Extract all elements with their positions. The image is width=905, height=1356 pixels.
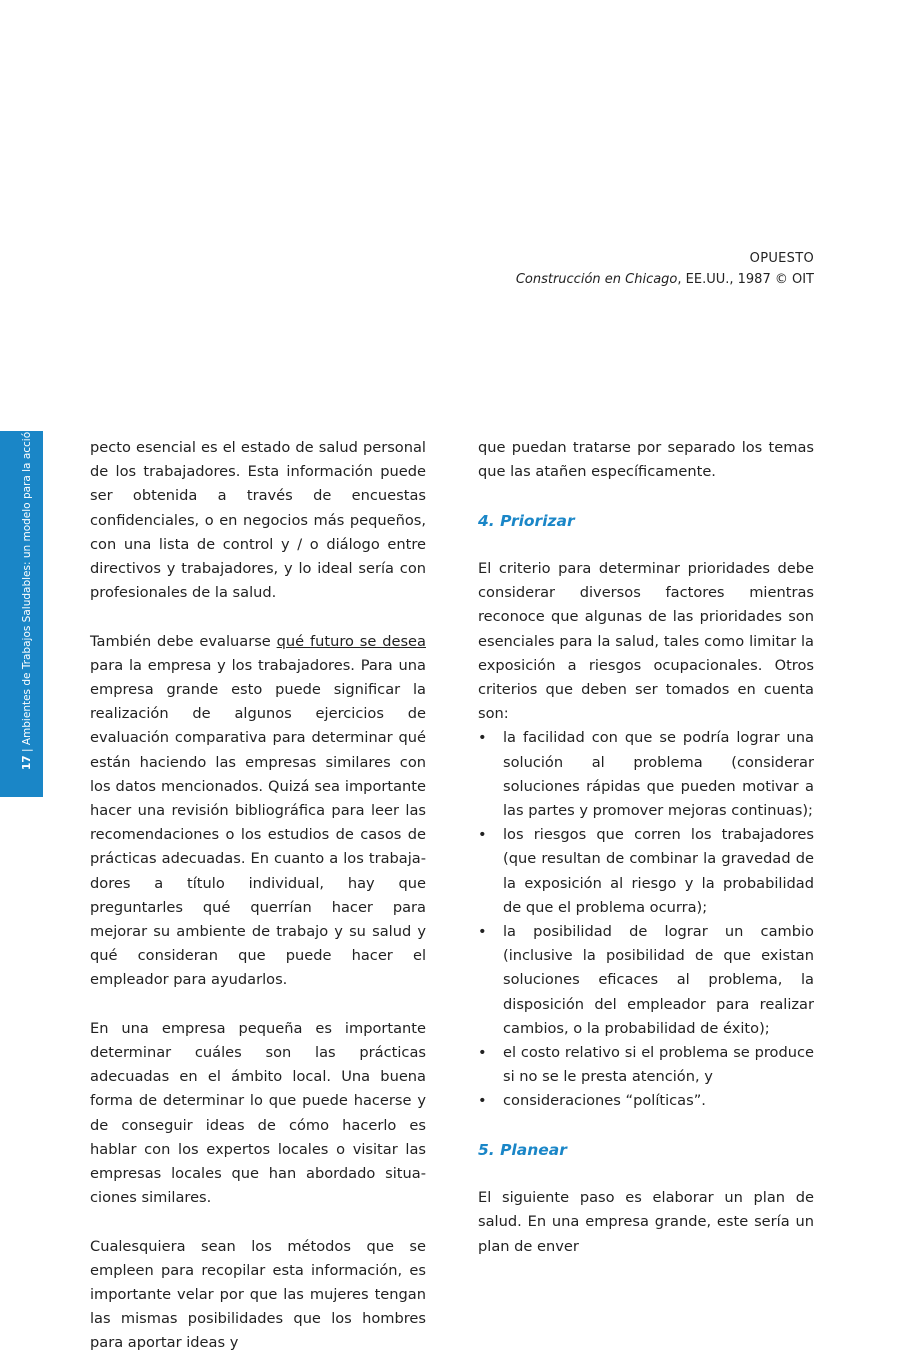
list-item-text: los riesgos que corren los trabajadores (que resultan de combinar la gravedad de la exposición al riesgo y la probabilidad de que el problema ocurra); (503, 826, 814, 916)
left-column (90, 436, 426, 1356)
running-title: Ambientes de Trabajos Saludables: un modelo para la acción (21, 425, 33, 746)
list-item (478, 1089, 814, 1113)
caption-source-title: Construcción en Chicago (515, 272, 678, 287)
side-tab-text (21, 425, 33, 770)
left-paragraph-3: En una empresa pequeña es importante determinar cuáles son las prácticas adecuadas en el ámbito local. Una buena forma de determinar lo que puede hacerse y de conseguir ideas de cómo hacerlo es hablar con los expertos locales o visitar las empresas locales que han abordado situaciones similares. (90, 1019, 426, 1207)
list-item (478, 823, 814, 920)
bullet-icon: • (478, 826, 487, 844)
right-paragraph-1: que puedan tratarse por separado los temas que las atañen específicamente. (478, 439, 814, 481)
left-paragraph-4: Cualesquiera sean los métodos que se empleen para recopilar esta información, es importante velar por que las mujeres tengan las mismas posibilidades que los hombres para aportar ideas y (90, 1237, 426, 1352)
bullet-icon: • (478, 729, 487, 747)
side-tab-separator: | (21, 748, 33, 753)
list-item-text: consideraciones “políticas”. (503, 1092, 706, 1110)
photo-caption (516, 248, 814, 290)
caption-label: OPUESTO (749, 251, 814, 266)
section-heading-priorizar: 4. Priorizar (478, 511, 575, 530)
criteria-list (478, 726, 814, 1113)
page-number: 17 (21, 755, 33, 770)
bullet-icon: • (478, 1044, 487, 1062)
right-paragraph-3: El siguiente paso es elaborar un plan de salud. En una empresa grande, este sería un plan de enver (478, 1189, 814, 1255)
caption-source-rest: , EE.UU., 1987 © OIT (677, 272, 814, 287)
left-paragraph-1: pecto esencial es el estado de salud personal de los trabajadores. Esta información puede ser obtenida a través de encuestas confidenciales, o en negocios más pequeños, con una lista de control y / o diálogo entre directivos y trabajadores, y lo ideal sería con profesionales de la salud. (90, 439, 426, 602)
list-item (478, 726, 814, 823)
left-paragraph-2-rest: para la empresa y los trabajadores. Para una empresa grande esto puede significar la realización de algunos ejercicios de evaluación comparativa para determinar qué están haciendo las empresas similares con los datos mencionados. Quizá sea importante hacer una revisión bibliográfica para leer las recomendaciones o los estudios de casos de prácticas adecuadas. En cuanto a los trabajadores a título individual, hay que preguntarles qué querrían hacer para mejorar su ambiente de trabajo y su salud y qué consideran que puede hacer el empleador para ayudarlos. (90, 656, 426, 989)
list-item-text: el costo relativo si el problema se produce si no se le presta atención, y (503, 1044, 814, 1086)
left-paragraph-2-start: También debe evaluarse (90, 632, 277, 650)
list-item-text: la posibilidad de lograr un cambio (inclusive la posibilidad de que existan soluciones eficaces al problema, la disposición del empleador para realizar cambios, o la probabilidad de éxito); (503, 923, 814, 1037)
list-item (478, 920, 814, 1041)
list-item (478, 1041, 814, 1089)
bullet-icon: • (478, 923, 487, 941)
underlined-phrase: qué futuro se desea (276, 632, 426, 650)
left-paragraph-2 (90, 630, 426, 993)
bullet-icon: • (478, 1092, 487, 1110)
section-heading-planear: 5. Planear (478, 1140, 567, 1159)
right-column (478, 436, 814, 1259)
right-paragraph-2: El criterio para determinar prioridades debe considerar diversos factores mientras reconoce que algunas de las prioridades son esenciales para la salud, tales como limitar la exposición a riesgos ocupacionales. Otros criterios que deben ser tomados en cuenta son: (478, 559, 814, 723)
caption-source (516, 269, 814, 290)
list-item-text: la facilidad con que se podría lograr una solución al problema (considerar soluciones rápidas que pueden motivar a las partes y promover mejoras continuas); (503, 729, 814, 820)
